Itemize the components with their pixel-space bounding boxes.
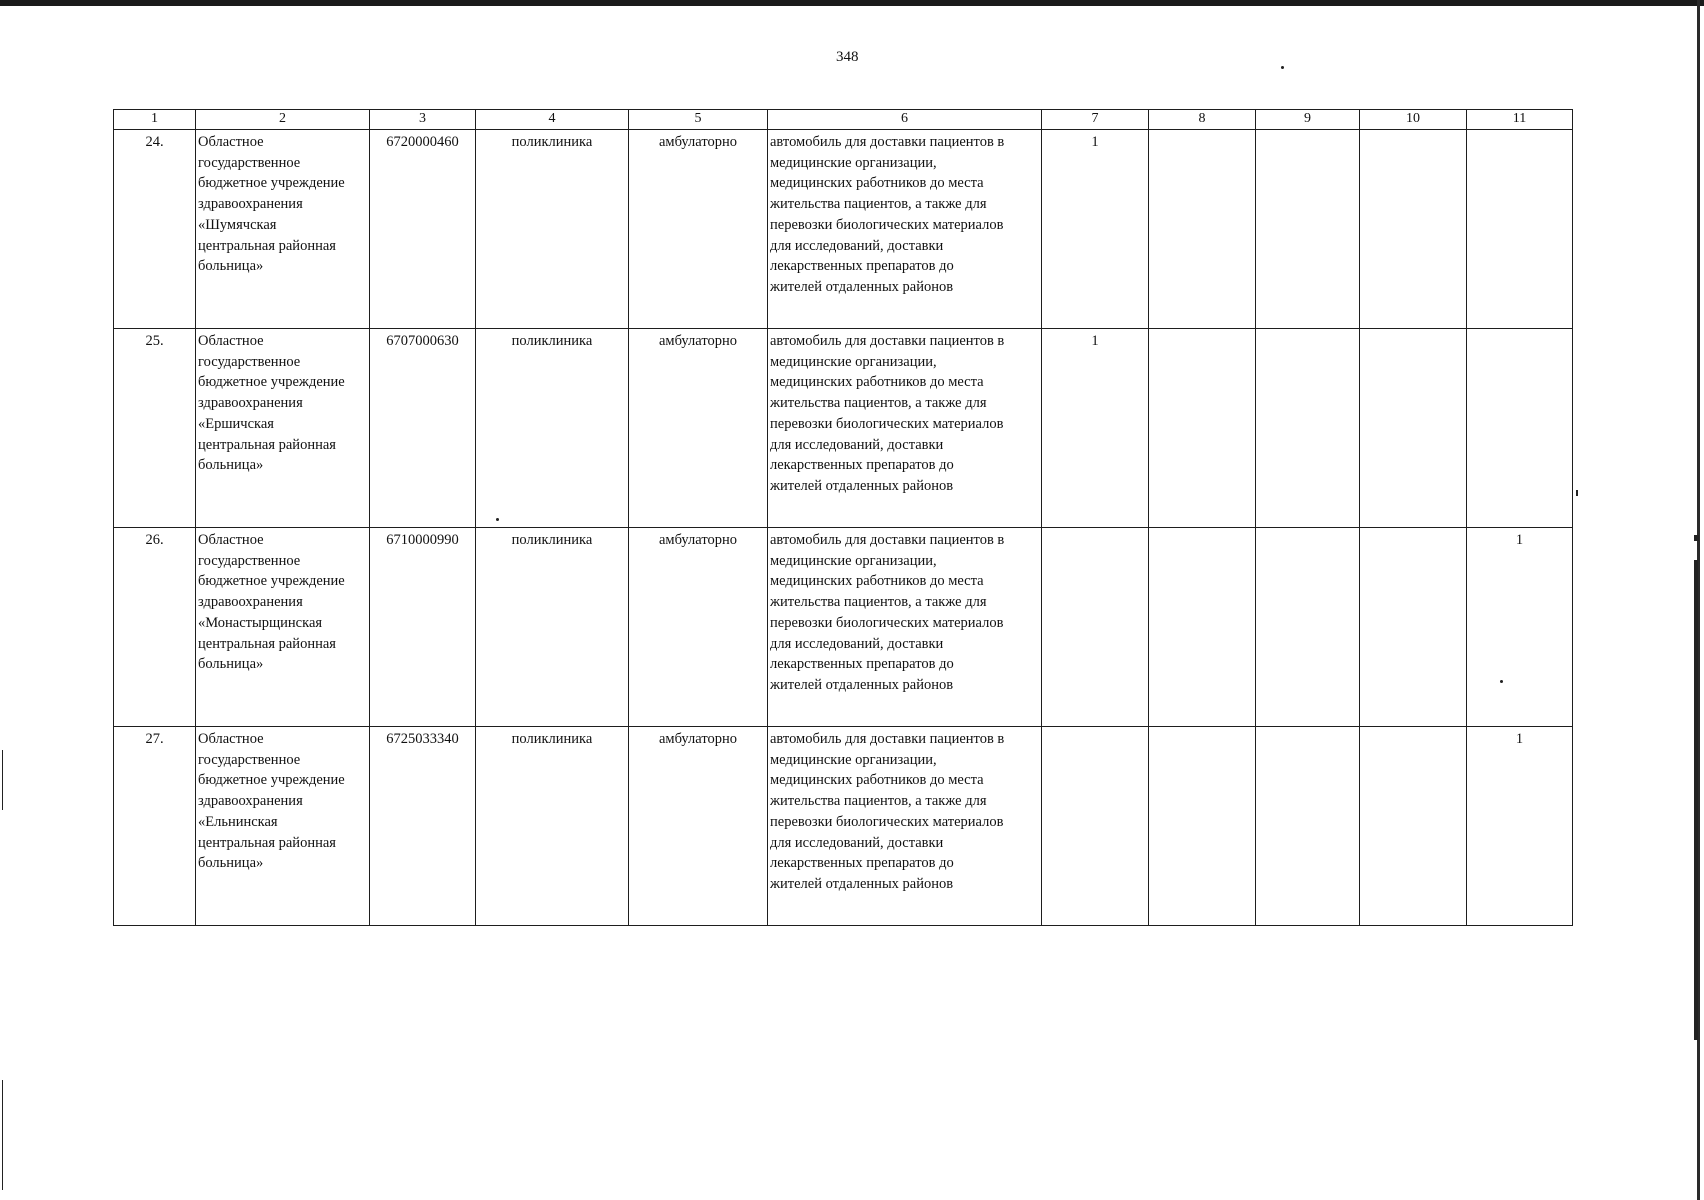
count-col-11 <box>1467 329 1573 528</box>
count-col-11 <box>1467 130 1573 329</box>
count-col-8 <box>1149 130 1256 329</box>
care-condition: амбулаторно <box>629 528 768 727</box>
count-col-10 <box>1360 727 1467 926</box>
count-col-10 <box>1360 329 1467 528</box>
column-header: 2 <box>196 110 370 130</box>
column-header: 6 <box>768 110 1042 130</box>
vehicle-purpose: автомобиль для доставки пациентов в медицинские организации, медицинских работников до места жительства пациентов, а также для перевозки биологических материалов для исследований, доставки лекарственных препаратов до жителей отдаленных районов <box>768 528 1042 727</box>
row-number: 24. <box>114 130 196 329</box>
page-number: 348 <box>836 49 859 65</box>
table-row <box>114 727 1573 926</box>
institution-code: 6710000990 <box>370 528 476 727</box>
table-row <box>114 329 1573 528</box>
count-col-9 <box>1256 329 1360 528</box>
scan-edge-mark <box>2 1080 3 1190</box>
count-col-8 <box>1149 727 1256 926</box>
row-number: 26. <box>114 528 196 727</box>
vehicle-purpose: автомобиль для доставки пациентов в медицинские организации, медицинских работников до места жительства пациентов, а также для перевозки биологических материалов для исследований, доставки лекарственных препаратов до жителей отдаленных районов <box>768 329 1042 528</box>
column-header: 10 <box>1360 110 1467 130</box>
count-col-7: 1 <box>1042 130 1149 329</box>
scan-edge-mark <box>1576 490 1578 496</box>
scan-speck <box>1281 66 1284 69</box>
institution-code: 6707000630 <box>370 329 476 528</box>
row-number: 25. <box>114 329 196 528</box>
table-row <box>114 130 1573 329</box>
vehicle-purpose: автомобиль для доставки пациентов в медицинские организации, медицинских работников до места жительства пациентов, а также для перевозки биологических материалов для исследований, доставки лекарственных препаратов до жителей отдаленных районов <box>768 130 1042 329</box>
column-header: 4 <box>476 110 629 130</box>
count-col-9 <box>1256 727 1360 926</box>
care-condition: амбулаторно <box>629 727 768 926</box>
column-header: 9 <box>1256 110 1360 130</box>
institution-name: Областное государственное бюджетное учреждение здравоохранения «Монастырщинская центральная районная больница» <box>196 528 370 727</box>
count-col-11: 1 <box>1467 528 1573 727</box>
column-header: 11 <box>1467 110 1573 130</box>
count-col-10 <box>1360 528 1467 727</box>
care-condition: амбулаторно <box>629 130 768 329</box>
scan-edge-mark <box>1694 560 1698 1040</box>
column-header: 5 <box>629 110 768 130</box>
data-table <box>113 109 1573 926</box>
column-header: 7 <box>1042 110 1149 130</box>
care-condition: амбулаторно <box>629 329 768 528</box>
header-row <box>114 110 1573 130</box>
facility-type: поликлиника <box>476 528 629 727</box>
row-number: 27. <box>114 727 196 926</box>
count-col-7: 1 <box>1042 329 1149 528</box>
facility-type: поликлиника <box>476 727 629 926</box>
institution-code: 6720000460 <box>370 130 476 329</box>
column-header: 8 <box>1149 110 1256 130</box>
institution-name: Областное государственное бюджетное учреждение здравоохранения «Ельнинская центральная районная больница» <box>196 727 370 926</box>
facility-type: поликлиника <box>476 130 629 329</box>
column-header: 1 <box>114 110 196 130</box>
column-header: 3 <box>370 110 476 130</box>
facility-type: поликлиника <box>476 329 629 528</box>
institution-name: Областное государственное бюджетное учреждение здравоохранения «Шумячская центральная районная больница» <box>196 130 370 329</box>
count-col-9 <box>1256 528 1360 727</box>
count-col-8 <box>1149 329 1256 528</box>
count-col-10 <box>1360 130 1467 329</box>
scan-edge-mark <box>1694 535 1699 541</box>
count-col-7 <box>1042 727 1149 926</box>
vehicle-purpose: автомобиль для доставки пациентов в медицинские организации, медицинских работников до места жительства пациентов, а также для перевозки биологических материалов для исследований, доставки лекарственных препаратов до жителей отдаленных районов <box>768 727 1042 926</box>
count-col-8 <box>1149 528 1256 727</box>
count-col-7 <box>1042 528 1149 727</box>
top-scan-border <box>0 0 1704 6</box>
table-row <box>114 528 1573 727</box>
institution-code: 6725033340 <box>370 727 476 926</box>
count-col-11: 1 <box>1467 727 1573 926</box>
count-col-9 <box>1256 130 1360 329</box>
scan-edge-mark <box>2 750 3 810</box>
institution-name: Областное государственное бюджетное учреждение здравоохранения «Ершичская центральная районная больница» <box>196 329 370 528</box>
